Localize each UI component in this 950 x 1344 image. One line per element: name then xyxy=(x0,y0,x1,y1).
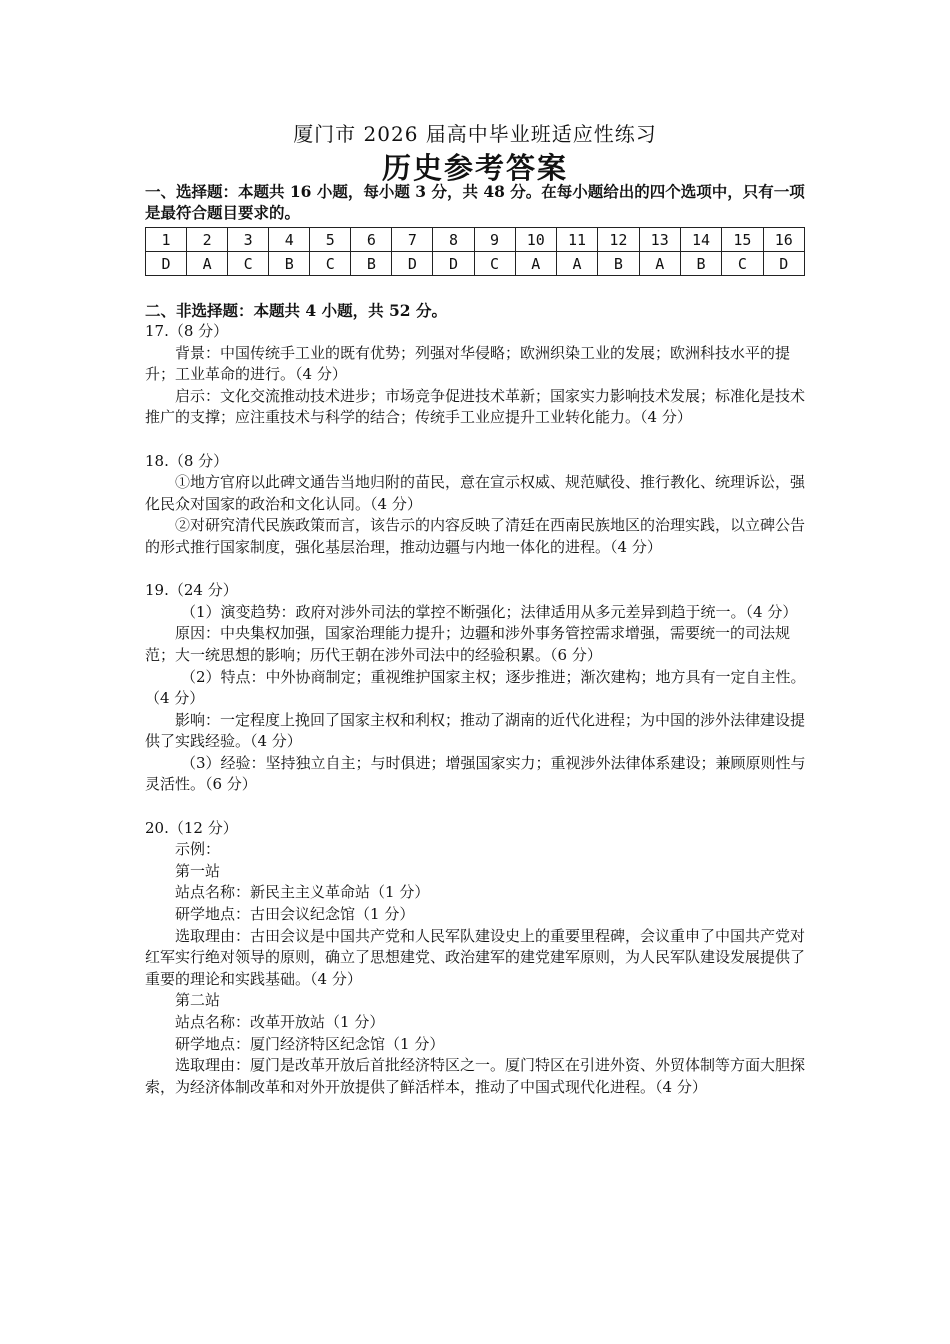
answer-cell: B xyxy=(269,252,310,276)
q20-station2: 第二站 xyxy=(175,991,221,1010)
q20-station1: 第一站 xyxy=(175,861,221,880)
section2-body xyxy=(145,321,810,1098)
question-number: 4 xyxy=(269,228,310,252)
q18-point2: ②对研究清代民族政策而言，该告示的内容反映了清廷在西南民族地区的治理实践，以立碑公告的形式推行国家制度，强化基层治理，推动边疆与内地一体化的进程。（4 分） xyxy=(145,516,806,556)
q20-station2-name: 站点名称：改革开放站（1 分） xyxy=(175,1013,385,1031)
answer-table-number-row xyxy=(146,228,805,252)
answer-cell: A xyxy=(639,252,680,276)
question-number: 14 xyxy=(680,228,721,252)
answer-cell: D xyxy=(763,252,804,276)
question-number: 3 xyxy=(228,228,269,252)
q18-point1: ①地方官府以此碑文通告当地归附的苗民，意在宣示权威、规范赋役、推行教化、统理诉讼，强化民众对国家的政治和文化认同。（4 分） xyxy=(145,473,806,513)
q20-station1-place: 研学地点：古田会议纪念馆（1 分） xyxy=(175,905,415,924)
question-number: 15 xyxy=(722,228,763,252)
q20-station2-place: 研学地点：厦门经济特区纪念馆（1 分） xyxy=(175,1034,445,1053)
answer-cell: B xyxy=(680,252,721,276)
section1-heading: 一、选择题：本题共 16 小题，每小题 3 分，共 48 分。在每小题给出的四个选项中，只有一项是最符合题目要求的。 xyxy=(145,182,805,222)
question-number: 10 xyxy=(515,228,556,252)
answer-cell: C xyxy=(722,252,763,276)
q20-station2-reason: 选取理由：厦门是改革开放后首批经济特区之一。厦门特区在引进外资、外贸体制等方面大胆探索，为经济体制改革和对外开放提供了鲜活样本，推动了中国式现代化进程。（4 分） xyxy=(145,1056,806,1096)
answer-cell: A xyxy=(556,252,597,276)
q20-label: 20.（12 分） xyxy=(145,818,238,837)
answer-cell: D xyxy=(146,252,187,276)
answer-table-answer-row xyxy=(146,252,805,276)
q19-part2-impact: 影响：一定程度上挽回了国家主权和利权；推动了湖南的近代化进程；为中国的涉外法律建设提供了实践经验。（4 分） xyxy=(145,710,806,751)
q19-part1-trend: （1）演变趋势：政府对涉外司法的掌控不断强化；法律适用从多元差异到趋于统一。（4 分） xyxy=(181,602,798,621)
answer-cell: C xyxy=(474,252,515,276)
question-number: 13 xyxy=(639,228,680,252)
question-number: 5 xyxy=(310,228,351,252)
question-number: 6 xyxy=(351,228,392,252)
answer-cell: D xyxy=(392,252,433,276)
q17-label: 17.（8 分） xyxy=(145,322,229,340)
question-number: 7 xyxy=(392,228,433,252)
answer-cell: A xyxy=(187,252,228,276)
answer-cell: C xyxy=(228,252,269,276)
q19-part3-experience: （3）经验：坚持独立自主；与时俱进；增强国家实力；重视涉外法律体系建设；兼顾原则性与灵活性。（6 分） xyxy=(145,753,806,794)
question-number: 1 xyxy=(146,228,187,252)
q17-insight: 启示：文化交流推动技术进步；市场竞争促进技术革新；国家实力影响技术发展；标准化是技术推广的支撑；应注重技术与科学的结合；传统手工业应提升工业转化能力。（4 分） xyxy=(145,386,806,427)
question-number: 2 xyxy=(187,228,228,252)
section2-heading: 二、非选择题：本题共 4 小题，共 52 分。 xyxy=(145,301,447,320)
q18-label: 18.（8 分） xyxy=(145,451,229,470)
q19-label: 19.（24 分） xyxy=(145,581,238,600)
question-number: 12 xyxy=(598,228,639,252)
question-number: 9 xyxy=(474,228,515,252)
answer-cell: B xyxy=(598,252,639,276)
question-number: 16 xyxy=(763,228,804,252)
q19-part1-reason: 原因：中央集权加强，国家治理能力提升；边疆和涉外事务管控需求增强，需要统一的司法规范；大一统思想的影响；历代王朝在涉外司法中的经验积累。（6 分） xyxy=(145,624,791,664)
question-number: 11 xyxy=(556,228,597,252)
exam-title: 厦门市 2026 届高中毕业班适应性练习 xyxy=(293,122,657,146)
page-title: 历史参考答案 xyxy=(381,151,568,185)
question-number: 8 xyxy=(433,228,474,252)
q19-part2-features: （2）特点：中外协商制定；重视维护国家主权；逐步推进；渐次建构；地方具有一定自主性。（4 分） xyxy=(145,667,806,708)
q20-station1-reason: 选取理由：古田会议是中国共产党和人民军队建设史上的重要里程碑，会议重申了中国共产党对红军实行绝对领导的原则，确立了思想建党、政治建军的建党建军原则，为人民军队建设发展提供了重要的理论和实践基础。（4 分） xyxy=(145,926,806,988)
q17-background: 背景：中国传统手工业的既有优势；列强对华侵略；欧洲织染工业的发展；欧洲科技水平的提升；工业革命的进行。（4 分） xyxy=(145,343,791,384)
answer-cell: B xyxy=(351,252,392,276)
answer-cell: D xyxy=(433,252,474,276)
q20-station1-name: 站点名称：新民主主义革命站（1 分） xyxy=(175,883,430,902)
q20-example: 示例： xyxy=(175,840,221,859)
answer-table xyxy=(145,227,805,276)
answer-cell: C xyxy=(310,252,351,276)
answer-cell: A xyxy=(515,252,556,276)
